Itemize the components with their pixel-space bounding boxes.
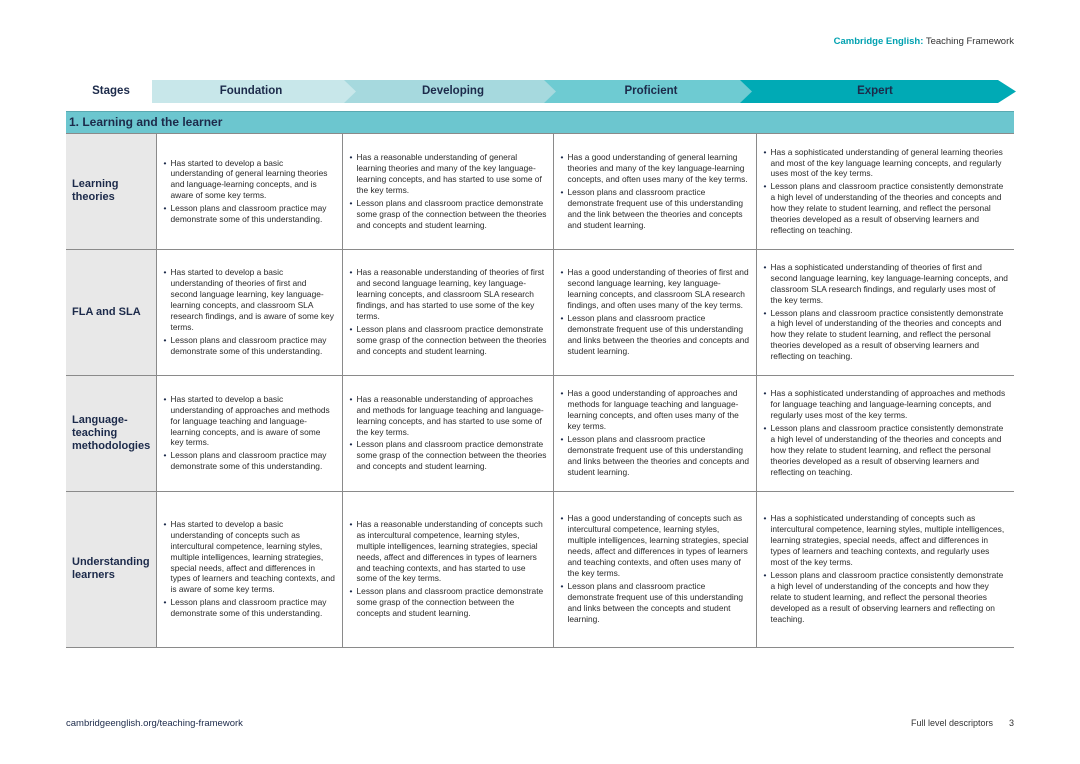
- developing-cell: [342, 375, 553, 491]
- foundation-cell: [156, 491, 342, 647]
- descriptor-item: • Lesson plans and classroom practice may demonstrate some of this understanding.: [164, 335, 336, 357]
- descriptor-item: • Lesson plans and classroom practice demonstrate frequent use of this understanding and links between the theories and concepts and student learning.: [561, 434, 750, 478]
- descriptor-item: • Has a reasonable understanding of general learning theories and many of the key language-learning concepts, and has started to use some of the key terms.: [350, 152, 547, 196]
- developing-cell: [342, 491, 553, 647]
- header-brand: [834, 36, 1014, 47]
- descriptor-item: • Lesson plans and classroom practice may demonstrate some of this understanding.: [164, 450, 336, 472]
- section-title: 1. Learning and the learner: [66, 111, 1014, 134]
- row-stage-label: Understanding learners: [66, 491, 156, 647]
- expert-cell: [756, 249, 1014, 375]
- descriptor-item: • Lesson plans and classroom practice consistently demonstrate a high level of understanding of the concepts and how they relate to student learning, and reflect the personal theories developed as a result of observing learners and reflecting on teaching.: [764, 570, 1009, 625]
- descriptor-item: • Has a reasonable understanding of approaches and methods for language teaching and language-learning concepts, and has started to use some of the key terms.: [350, 394, 547, 438]
- table-row: [66, 491, 1014, 647]
- stage-developing: Developing: [422, 85, 484, 97]
- descriptor-list: [350, 152, 547, 230]
- stages-bar: [66, 80, 1016, 103]
- descriptor-item: • Lesson plans and classroom practice consistently demonstrate a high level of understanding of the theories and concepts and how they relate to student learning, and reflect the personal theories developed as a result of observing learners and reflecting on teaching.: [764, 423, 1009, 478]
- expert-cell: [756, 134, 1014, 249]
- footer-label: Full level descriptors: [910, 718, 993, 728]
- descriptor-item: • Lesson plans and classroom practice demonstrate frequent use of this understanding and the link between the theories and concepts and student learning.: [561, 187, 750, 231]
- proficient-cell: [553, 375, 756, 491]
- descriptor-item: • Has a sophisticated understanding of approaches and methods for language teaching and language-learning concepts, and regularly uses most of the key terms.: [764, 388, 1009, 421]
- descriptor-item: • Has a sophisticated understanding of concepts such as intercultural competence, learning styles, multiple intelligences, learning strategies, special needs, affect and differences in types of learners and teaching contexts, and regularly uses most of the key terms.: [764, 513, 1009, 568]
- developing-cell: [342, 249, 553, 375]
- foundation-cell: [156, 134, 342, 249]
- descriptor-item: • Has a reasonable understanding of theories of first and second language learning, key language-learning concepts, and classroom SLA research findings, and has started to use some of the key terms.: [350, 267, 547, 322]
- proficient-cell: [553, 491, 756, 647]
- brand-separator: :: [920, 36, 924, 47]
- descriptor-item: • Has a sophisticated understanding of theories of first and second language learning, key language-learning concepts, and classroom SLA research findings, and regularly uses most of the key terms.: [764, 262, 1009, 306]
- descriptor-list: [164, 519, 336, 619]
- descriptor-item: • Has a good understanding of approaches and methods for language teaching and language-learning concepts, and often uses many of the key terms.: [561, 388, 750, 432]
- descriptor-list: [561, 267, 750, 356]
- page-number: 3: [1008, 718, 1014, 728]
- descriptor-list: [164, 394, 336, 472]
- descriptor-item: • Lesson plans and classroom practice consistently demonstrate a high level of understanding of the theories and concepts and how they relate to student learning, and reflect the personal theories developed as a result of observing learners and reflecting on teaching.: [764, 308, 1009, 363]
- descriptor-list: [764, 262, 1009, 362]
- brand-name: Cambridge English: [833, 36, 921, 47]
- descriptor-item: • Has a good understanding of concepts such as intercultural competence, learning styles, multiple intelligences, learning strategies, special needs, affect and differences in types of learners and teaching contexts, and often uses many of the key terms.: [561, 513, 750, 578]
- descriptor-list: [350, 519, 547, 619]
- brand-subtitle: Teaching Framework: [923, 36, 1014, 47]
- descriptor-item: • Lesson plans and classroom practice demonstrate some grasp of the connection between the theories and concepts and student learning.: [350, 439, 547, 472]
- expert-cell: [756, 375, 1014, 491]
- descriptor-table: [66, 134, 1014, 648]
- stages-label: Stages: [92, 85, 130, 97]
- descriptor-item: • Lesson plans and classroom practice may demonstrate some of this understanding.: [164, 203, 336, 225]
- foundation-cell: [156, 249, 342, 375]
- descriptor-list: [350, 267, 547, 356]
- row-stage-label: FLA and SLA: [66, 249, 156, 375]
- stage-foundation: Foundation: [219, 85, 283, 97]
- descriptor-item: • Lesson plans and classroom practice demonstrate frequent use of this understanding and links between the theories and concepts and student learning.: [561, 313, 750, 357]
- descriptor-item: • Lesson plans and classroom practice demonstrate some grasp of the connection between the concepts and student learning.: [350, 586, 547, 619]
- table-row: [66, 134, 1014, 249]
- proficient-cell: [553, 134, 756, 249]
- descriptor-list: [764, 388, 1009, 477]
- descriptor-list: [561, 152, 750, 230]
- proficient-cell: [553, 249, 756, 375]
- descriptor-item: • Has a good understanding of general learning theories and many of the key language-learning concepts, and often uses many of the key terms.: [561, 152, 750, 185]
- descriptor-item: • Lesson plans and classroom practice consistently demonstrate a high level of understanding of the theories and concepts and how they relate to student learning, and reflect the personal theories developed as a result of observing learners and reflecting on teaching.: [764, 181, 1009, 236]
- descriptor-list: [764, 147, 1009, 236]
- descriptor-list: [350, 394, 547, 472]
- descriptor-item: • Has a sophisticated understanding of general learning theories and most of the key language learning concepts, and regularly uses most of the key terms.: [764, 147, 1009, 180]
- descriptor-item: • Has a good understanding of theories of first and second language learning, key language-learning concepts, and classroom SLA research findings, and often uses many of the key terms.: [561, 267, 750, 311]
- descriptor-item: • Lesson plans and classroom practice demonstrate some grasp of the connection between the theories and concepts and student learning.: [350, 324, 547, 357]
- descriptor-list: [164, 158, 336, 225]
- descriptor-item: • Lesson plans and classroom practice demonstrate some grasp of the connection between the theories and concepts and student learning.: [350, 198, 547, 231]
- descriptor-list: [561, 388, 750, 477]
- descriptor-table-wrap: [66, 111, 1014, 648]
- footer-url[interactable]: cambridgeenglish.org/teaching-framework: [66, 718, 243, 729]
- row-stage-label: Language-teaching methodologies: [66, 375, 156, 491]
- descriptor-item: • Has started to develop a basic understanding of approaches and methods for language teaching and language-learning concepts, and is aware of some key terms.: [164, 394, 336, 449]
- descriptor-item: • Lesson plans and classroom practice may demonstrate some of this understanding.: [164, 597, 336, 619]
- developing-cell: [342, 134, 553, 249]
- expert-cell: [756, 491, 1014, 647]
- stage-proficient: Proficient: [624, 85, 678, 97]
- footer-right: [911, 718, 1014, 728]
- table-row: [66, 249, 1014, 375]
- foundation-cell: [156, 375, 342, 491]
- table-row: [66, 375, 1014, 491]
- row-stage-label: Learning theories: [66, 134, 156, 249]
- descriptor-item: • Has a reasonable understanding of concepts such as intercultural competence, learning styles, multiple intelligences, learning strategies, special needs, affect and differences in types of learners and teaching contexts, and has started to use some of the key terms.: [350, 519, 547, 584]
- descriptor-list: [561, 513, 750, 624]
- stage-expert: Expert: [857, 85, 893, 97]
- descriptor-item: • Has started to develop a basic understanding of general learning theories and language-learning concepts, and is aware of some key terms.: [164, 158, 336, 202]
- descriptor-list: [764, 513, 1009, 624]
- descriptor-item: • Has started to develop a basic understanding of concepts such as intercultural competence, learning styles, multiple intelligences, learning strategies, special needs, affect and differences in types of learners and teaching contexts, and is aware of some key terms.: [164, 519, 336, 595]
- descriptor-item: • Has started to develop a basic understanding of theories of first and second language learning, key language-learning concepts, and classroom SLA research findings, and is aware of some key terms.: [164, 267, 336, 332]
- descriptor-item: • Lesson plans and classroom practice demonstrate frequent use of this understanding and links between the concepts and student learning.: [561, 581, 750, 625]
- descriptor-list: [164, 267, 336, 356]
